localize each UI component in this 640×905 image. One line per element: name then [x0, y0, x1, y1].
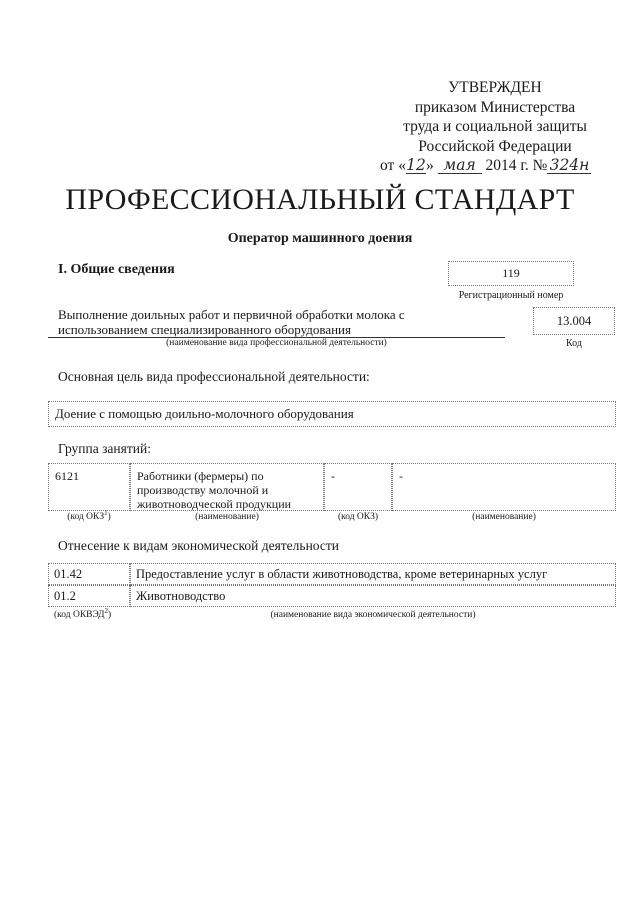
activity-caption: (наименование вида профессиональной деятельности): [166, 338, 387, 348]
activity-name: [58, 307, 503, 337]
okz-name-cell: [130, 463, 324, 511]
activity-name-line2: использованием специализированного оборудования: [58, 322, 351, 337]
okz-code-caption-2: (код ОКЗ): [337, 512, 379, 522]
okved-name: Животноводство: [136, 589, 226, 603]
okved-code-cell: [48, 563, 130, 585]
activity-code: 13.004: [556, 314, 592, 328]
approval-date-line: [380, 156, 610, 176]
date-prefix: от «: [380, 157, 406, 174]
economic-activity-table: [48, 563, 616, 607]
okz-name-2: -: [399, 469, 403, 483]
approval-order-line: приказом Министерства: [414, 98, 576, 116]
okz-name: Работники (фермеры) по производству молочной и животноводческой продукции: [137, 469, 292, 511]
okved-code: 01.42: [54, 567, 83, 581]
activity-name-line1: Выполнение доильных работ и первичной обработки молока с: [58, 307, 405, 322]
registration-number-label: Регистрационный номер: [458, 290, 564, 301]
okved-name-cell: [130, 563, 616, 585]
okz-name-caption-2: (наименование): [472, 512, 536, 522]
approval-block: [380, 78, 610, 176]
okz-code-caption-text: (код ОКЗ: [67, 512, 105, 522]
okz-code-2: -: [331, 469, 335, 483]
order-number: 324н: [547, 158, 591, 174]
okved-code: 01.2: [54, 589, 76, 603]
okved-code-caption-text: (код ОКВЭД: [54, 610, 105, 620]
activity-code-box: [533, 307, 615, 335]
registration-number: 119: [502, 266, 520, 280]
okved-name-caption: (наименование вида экономической деятельности): [270, 610, 476, 620]
occupation-group-label: Группа занятий:: [58, 441, 151, 456]
okved-name: Предоставление услуг в области животноводства, кроме ветеринарных услуг: [136, 567, 548, 581]
okz-name-cell-2: [392, 463, 616, 511]
economic-activity-label: Отнесение к видам экономической деятельности: [58, 538, 339, 553]
okz-footnote-mark: 1: [104, 508, 108, 517]
date-year: 2014 г. №: [485, 157, 548, 174]
okved-name-cell: [130, 585, 616, 607]
okved-footnote-mark: 2: [104, 606, 108, 615]
page-title: ПРОФЕССИОНАЛЬНЫЙ СТАНДАРТ: [65, 183, 575, 216]
okz-code: 6121: [55, 469, 79, 483]
approval-title: УТВЕРЖДЕН: [448, 79, 542, 96]
okz-code-cell: [48, 463, 130, 511]
okz-name-caption: (наименование): [195, 512, 259, 522]
page-subtitle: Оператор машинного доения: [227, 231, 413, 246]
okz-code-caption: [48, 508, 130, 522]
date-day: 12: [406, 156, 426, 174]
okved-code-cell: [48, 585, 130, 607]
date-mid: »: [425, 157, 434, 174]
goal-label: Основная цель вида профессиональной деятельности:: [58, 369, 370, 384]
goal-box: [48, 401, 616, 427]
approval-ministry-line: труда и социальной защиты: [403, 118, 587, 135]
table-row: [48, 563, 616, 585]
table-row: [48, 585, 616, 607]
occupation-group-table: [48, 463, 616, 511]
activity-code-label: Код: [566, 338, 582, 349]
date-month: мая: [438, 158, 482, 174]
goal-value: Доение с помощью доильно-молочного оборудования: [55, 406, 354, 421]
section-title: I. Общие сведения: [58, 262, 175, 277]
okz-code-cell-2: [324, 463, 392, 511]
okved-code-caption: [54, 606, 112, 620]
okved-code-caption-close: ): [107, 610, 112, 620]
registration-number-box: [448, 261, 574, 286]
approval-country-line: Российской Федерации: [418, 137, 572, 155]
okz-code-caption-close: ): [107, 512, 111, 522]
